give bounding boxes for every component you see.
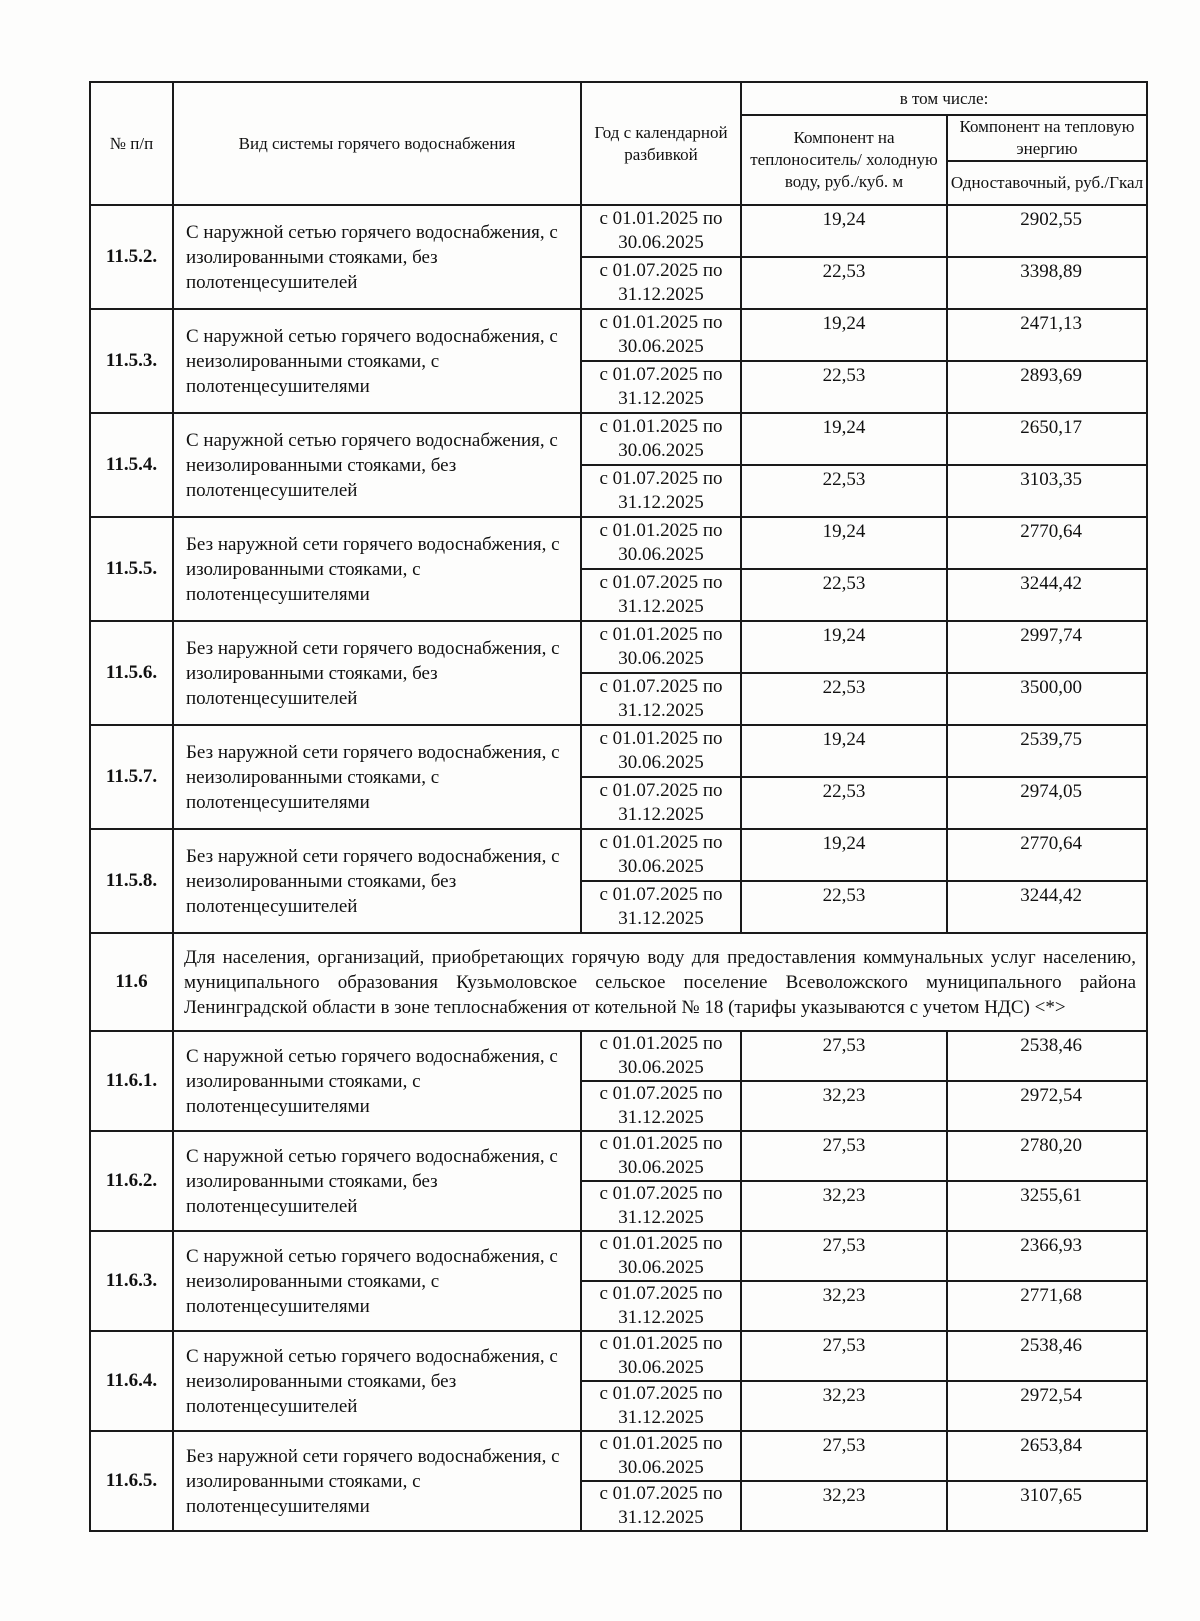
item-number: 11.6.2. — [90, 1131, 173, 1231]
water-tariff-cell: 19,24 — [741, 621, 947, 673]
table-row — [90, 1231, 1147, 1281]
table-row — [90, 413, 1147, 465]
water-tariff-cell: 27,53 — [741, 1431, 947, 1481]
table-row — [90, 309, 1147, 361]
period-cell: с 01.07.2025 по 31.12.2025 — [581, 1381, 741, 1431]
heat-tariff-cell: 2650,17 — [947, 413, 1147, 465]
water-tariff-cell: 27,53 — [741, 1131, 947, 1181]
system-description: Без наружной сети горячего водоснабжения, с изолированными стояками, с полотенцесушителями — [173, 1431, 581, 1531]
heat-tariff-cell: 2780,20 — [947, 1131, 1147, 1181]
table-row — [90, 725, 1147, 777]
header-period: Год с календарной разбивкой — [581, 82, 741, 205]
section-row — [90, 933, 1147, 1031]
water-tariff-cell: 32,23 — [741, 1481, 947, 1531]
system-description: С наружной сетью горячего водоснабжения, с изолированными стояками, без полотенцесушителей — [173, 205, 581, 309]
table-row — [90, 829, 1147, 881]
water-tariff-cell: 22,53 — [741, 673, 947, 725]
heat-tariff-cell: 2471,13 — [947, 309, 1147, 361]
system-description: С наружной сетью горячего водоснабжения, с неизолированными стояками, с полотенцесушителями — [173, 1231, 581, 1331]
water-tariff-cell: 27,53 — [741, 1031, 947, 1081]
period-cell: с 01.01.2025 по 30.06.2025 — [581, 517, 741, 569]
header-row — [90, 82, 1147, 115]
water-tariff-cell: 19,24 — [741, 829, 947, 881]
heat-tariff-cell: 2770,64 — [947, 517, 1147, 569]
item-number: 11.5.3. — [90, 309, 173, 413]
system-description: С наружной сетью горячего водоснабжения, с изолированными стояками, с полотенцесушителями — [173, 1031, 581, 1131]
water-tariff-cell: 22,53 — [741, 361, 947, 413]
water-tariff-cell: 19,24 — [741, 309, 947, 361]
period-cell: с 01.01.2025 по 30.06.2025 — [581, 1431, 741, 1481]
period-cell: с 01.01.2025 по 30.06.2025 — [581, 309, 741, 361]
header-water-component: Компонент на теплоноситель/ холодную воду, руб./куб. м — [741, 115, 947, 205]
system-description: С наружной сетью горячего водоснабжения, с неизолированными стояками, с полотенцесушителями — [173, 309, 581, 413]
water-tariff-cell: 22,53 — [741, 881, 947, 933]
period-cell: с 01.01.2025 по 30.06.2025 — [581, 621, 741, 673]
heat-tariff-cell: 2902,55 — [947, 205, 1147, 257]
water-tariff-cell: 27,53 — [741, 1231, 947, 1281]
period-cell: с 01.07.2025 по 31.12.2025 — [581, 361, 741, 413]
system-description: Без наружной сети горячего водоснабжения, с неизолированными стояками, с полотенцесушителями — [173, 725, 581, 829]
heat-tariff-cell: 2538,46 — [947, 1031, 1147, 1081]
system-description: С наружной сетью горячего водоснабжения, с неизолированными стояками, без полотенцесушителей — [173, 413, 581, 517]
item-number: 11.6.4. — [90, 1331, 173, 1431]
water-tariff-cell: 22,53 — [741, 777, 947, 829]
heat-tariff-cell: 3500,00 — [947, 673, 1147, 725]
period-cell: с 01.01.2025 по 30.06.2025 — [581, 205, 741, 257]
table-row — [90, 1431, 1147, 1481]
water-tariff-cell: 19,24 — [741, 517, 947, 569]
tariff-table — [89, 81, 1148, 1532]
table-row — [90, 621, 1147, 673]
header-system: Вид системы горячего водоснабжения — [173, 82, 581, 205]
system-description: С наружной сетью горячего водоснабжения, с изолированными стояками, без полотенцесушителей — [173, 1131, 581, 1231]
heat-tariff-cell: 3244,42 — [947, 569, 1147, 621]
item-number: 11.5.5. — [90, 517, 173, 621]
item-number: 11.5.2. — [90, 205, 173, 309]
table-row — [90, 1131, 1147, 1181]
period-cell: с 01.07.2025 по 31.12.2025 — [581, 257, 741, 309]
period-cell: с 01.01.2025 по 30.06.2025 — [581, 1031, 741, 1081]
water-tariff-cell: 22,53 — [741, 465, 947, 517]
table-row — [90, 205, 1147, 257]
water-tariff-cell: 32,23 — [741, 1181, 947, 1231]
heat-tariff-cell: 3244,42 — [947, 881, 1147, 933]
heat-tariff-cell: 2893,69 — [947, 361, 1147, 413]
header-heat-component: Компонент на тепловую энергию — [947, 115, 1147, 161]
period-cell: с 01.01.2025 по 30.06.2025 — [581, 829, 741, 881]
system-description: Без наружной сети горячего водоснабжения, с неизолированными стояками, без полотенцесушителей — [173, 829, 581, 933]
water-tariff-cell: 22,53 — [741, 257, 947, 309]
period-cell: с 01.07.2025 по 31.12.2025 — [581, 569, 741, 621]
period-cell: с 01.01.2025 по 30.06.2025 — [581, 1231, 741, 1281]
water-tariff-cell: 19,24 — [741, 413, 947, 465]
system-description: С наружной сетью горячего водоснабжения, с неизолированными стояками, без полотенцесушителей — [173, 1331, 581, 1431]
table-row — [90, 1031, 1147, 1081]
heat-tariff-cell: 2997,74 — [947, 621, 1147, 673]
period-cell: с 01.01.2025 по 30.06.2025 — [581, 725, 741, 777]
section-number: 11.6 — [90, 933, 173, 1031]
item-number: 11.5.4. — [90, 413, 173, 517]
heat-tariff-cell: 3398,89 — [947, 257, 1147, 309]
water-tariff-cell: 19,24 — [741, 205, 947, 257]
period-cell: с 01.07.2025 по 31.12.2025 — [581, 465, 741, 517]
heat-tariff-cell: 2974,05 — [947, 777, 1147, 829]
system-description: Без наружной сети горячего водоснабжения, с изолированными стояками, без полотенцесушителей — [173, 621, 581, 725]
period-cell: с 01.07.2025 по 31.12.2025 — [581, 1481, 741, 1531]
item-number: 11.6.5. — [90, 1431, 173, 1531]
system-description: Без наружной сети горячего водоснабжения, с изолированными стояками, с полотенцесушителями — [173, 517, 581, 621]
header-including: в том числе: — [741, 82, 1147, 115]
water-tariff-cell: 27,53 — [741, 1331, 947, 1381]
header-heat-single-rate: Одноставочный, руб./Гкал — [947, 161, 1147, 205]
water-tariff-cell: 19,24 — [741, 725, 947, 777]
water-tariff-cell: 22,53 — [741, 569, 947, 621]
header-number: № п/п — [90, 82, 173, 205]
heat-tariff-cell: 3107,65 — [947, 1481, 1147, 1531]
heat-tariff-cell: 2771,68 — [947, 1281, 1147, 1331]
heat-tariff-cell: 2653,84 — [947, 1431, 1147, 1481]
period-cell: с 01.07.2025 по 31.12.2025 — [581, 881, 741, 933]
period-cell: с 01.07.2025 по 31.12.2025 — [581, 673, 741, 725]
heat-tariff-cell: 2366,93 — [947, 1231, 1147, 1281]
heat-tariff-cell: 2539,75 — [947, 725, 1147, 777]
period-cell: с 01.01.2025 по 30.06.2025 — [581, 1331, 741, 1381]
period-cell: с 01.07.2025 по 31.12.2025 — [581, 1281, 741, 1331]
period-cell: с 01.07.2025 по 31.12.2025 — [581, 1181, 741, 1231]
heat-tariff-cell: 2972,54 — [947, 1081, 1147, 1131]
heat-tariff-cell: 3103,35 — [947, 465, 1147, 517]
water-tariff-cell: 32,23 — [741, 1381, 947, 1431]
table-row — [90, 1331, 1147, 1381]
item-number: 11.6.1. — [90, 1031, 173, 1131]
table-row — [90, 517, 1147, 569]
period-cell: с 01.01.2025 по 30.06.2025 — [581, 413, 741, 465]
water-tariff-cell: 32,23 — [741, 1281, 947, 1331]
heat-tariff-cell: 3255,61 — [947, 1181, 1147, 1231]
period-cell: с 01.07.2025 по 31.12.2025 — [581, 777, 741, 829]
item-number: 11.5.7. — [90, 725, 173, 829]
heat-tariff-cell: 2770,64 — [947, 829, 1147, 881]
heat-tariff-cell: 2538,46 — [947, 1331, 1147, 1381]
period-cell: с 01.07.2025 по 31.12.2025 — [581, 1081, 741, 1131]
water-tariff-cell: 32,23 — [741, 1081, 947, 1131]
section-text: Для населения, организаций, приобретающих горячую воду для предоставления коммунальных услуг населению, муниципального образования Кузьмоловское сельское поселение Всеволожского муниципального района Ленинградской области в зоне теплоснабжения от котельной № 18 (тарифы указываются с учетом НДС) <*> — [173, 933, 1147, 1031]
item-number: 11.6.3. — [90, 1231, 173, 1331]
heat-tariff-cell: 2972,54 — [947, 1381, 1147, 1431]
period-cell: с 01.01.2025 по 30.06.2025 — [581, 1131, 741, 1181]
item-number: 11.5.8. — [90, 829, 173, 933]
item-number: 11.5.6. — [90, 621, 173, 725]
